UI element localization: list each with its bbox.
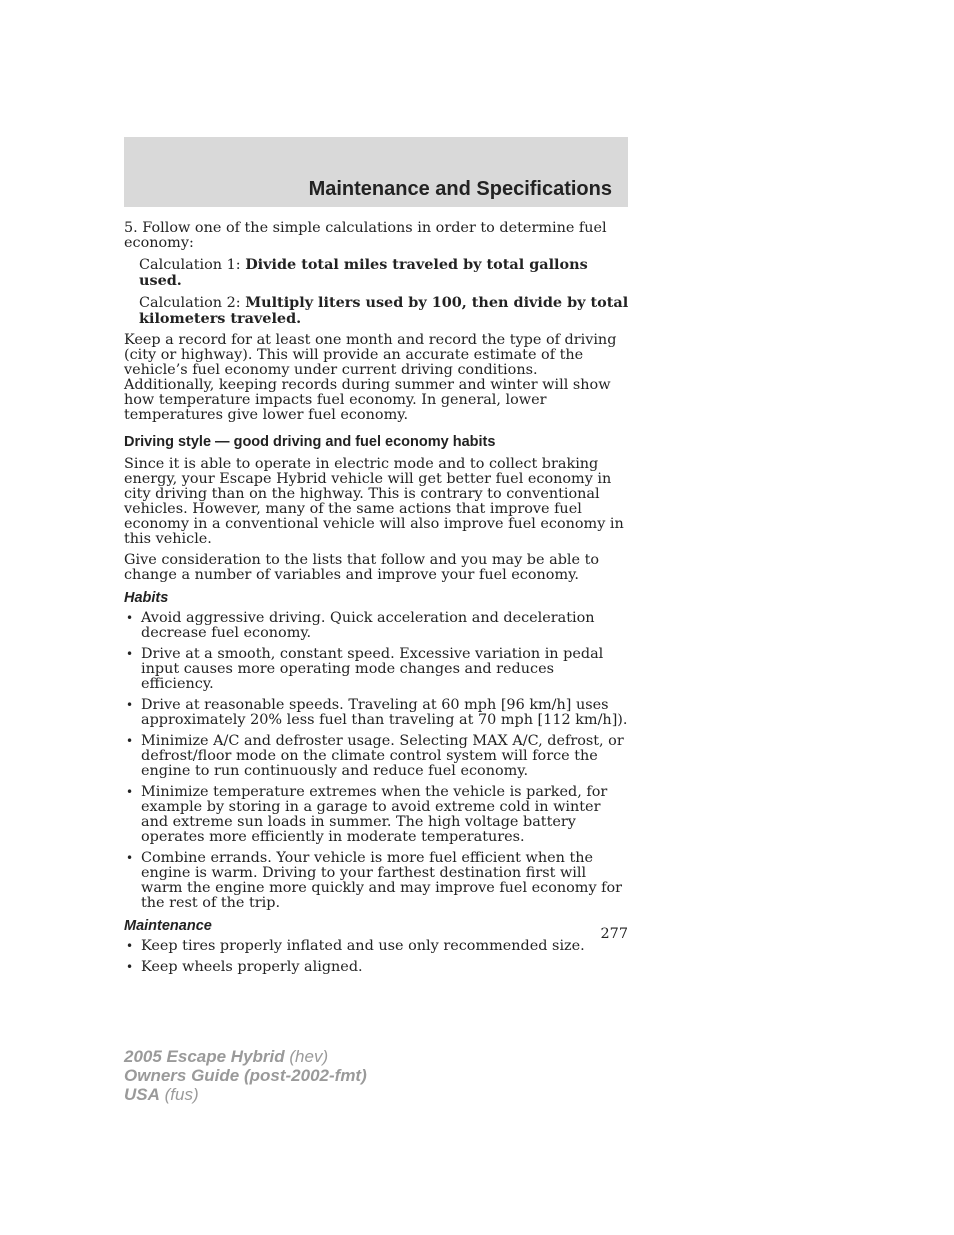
list-item-text: Drive at a smooth, constant speed. Excessive variation in pedal input causes more operating mode changes and reduces efficiency.	[141, 646, 604, 692]
list-item	[124, 647, 630, 692]
calculation-1	[139, 257, 630, 289]
driving-style-paragraph-1: Since it is able to operate in electric mode and to collect braking energy, your Escape Hybrid vehicle will get better fuel economy in city driving than on the highway. This is contrary to conventional vehicles. However, many of the same actions that improve fuel economy in a conventional vehicle will also improve fuel economy in this vehicle.	[124, 456, 624, 547]
list-item	[124, 960, 630, 975]
calculation-2	[139, 295, 630, 327]
list-item	[124, 851, 630, 911]
calculation-1-text: Divide total miles traveled by total gallons used.	[139, 256, 588, 289]
footer-market: USA	[124, 1085, 160, 1104]
list-item-text: Minimize A/C and defroster usage. Selecting MAX A/C, defrost, or defrost/floor mode on the climate control system will force the engine to run continuously and reduce fuel economy.	[141, 733, 624, 779]
list-item-text: Drive at reasonable speeds. Traveling at 60 mph [96 km/h] uses approximately 20% less fuel than traveling at 70 mph [112 km/h]).	[141, 697, 628, 728]
maintenance-heading: Maintenance	[124, 918, 212, 934]
list-item	[124, 785, 630, 845]
list-item	[124, 939, 630, 954]
footer-guide: Owners Guide (post-2002-fmt)	[124, 1066, 367, 1085]
document-footer	[124, 1047, 367, 1104]
calculation-2-label: Calculation 2:	[139, 295, 246, 311]
record-paragraph: Keep a record for at least one month and record the type of driving (city or highway). This will provide an accurate estimate of the vehicle’s fuel economy under current driving conditions. Additionally, keeping records during summer and winter will show how temperature impacts fuel economy. In general, lower temperatures give lower fuel economy.	[124, 332, 617, 423]
list-item-text: Combine errands. Your vehicle is more fuel efficient when the engine is warm. Driving to your farthest destination first will warm the engine more quickly and may improve fuel economy for the rest of the trip.	[141, 850, 623, 911]
list-item-text: Keep wheels properly aligned.	[141, 959, 363, 975]
calculation-block	[124, 257, 630, 327]
footer-line-2	[124, 1066, 367, 1085]
calculation-1-label: Calculation 1:	[139, 257, 246, 273]
bullet-icon: •	[126, 785, 134, 799]
habits-list	[124, 611, 630, 911]
driving-style-heading: Driving style — good driving and fuel economy habits	[124, 434, 496, 450]
step-5-paragraph: 5. Follow one of the simple calculations in order to determine fuel economy:	[124, 220, 607, 251]
footer-market-code: (fus)	[159, 1085, 199, 1104]
bullet-icon: •	[126, 939, 134, 953]
list-item	[124, 734, 630, 779]
section-title: Maintenance and Specifications	[308, 178, 612, 200]
page-number: 277	[600, 926, 628, 942]
list-item	[124, 611, 630, 641]
list-item	[124, 698, 630, 728]
calculation-2-text: Multiply liters used by 100, then divide by total kilometers traveled.	[139, 294, 629, 327]
footer-line-1	[124, 1047, 367, 1066]
list-item-text: Keep tires properly inflated and use only recommended size.	[141, 938, 585, 954]
bullet-icon: •	[126, 734, 134, 748]
bullet-icon: •	[126, 851, 134, 865]
page-body	[124, 221, 630, 981]
section-header-band	[124, 137, 628, 207]
bullet-icon: •	[126, 647, 134, 661]
habits-heading: Habits	[124, 590, 169, 606]
list-item-text: Avoid aggressive driving. Quick acceleration and deceleration decrease fuel economy.	[141, 610, 595, 641]
footer-model-code: (hev)	[284, 1047, 329, 1066]
bullet-icon: •	[126, 960, 134, 974]
list-item-text: Minimize temperature extremes when the vehicle is parked, for example by storing in a garage to avoid extreme cold in winter and extreme sun loads in summer. The high voltage battery operates more efficiently in moderate temperatures.	[141, 784, 608, 845]
footer-line-3	[124, 1085, 367, 1104]
footer-model: 2005 Escape Hybrid	[124, 1047, 285, 1066]
driving-style-paragraph-2: Give consideration to the lists that follow and you may be able to change a number of variables and improve your fuel economy.	[124, 552, 600, 583]
bullet-icon: •	[126, 698, 134, 712]
bullet-icon: •	[126, 611, 134, 625]
maintenance-list	[124, 939, 630, 975]
